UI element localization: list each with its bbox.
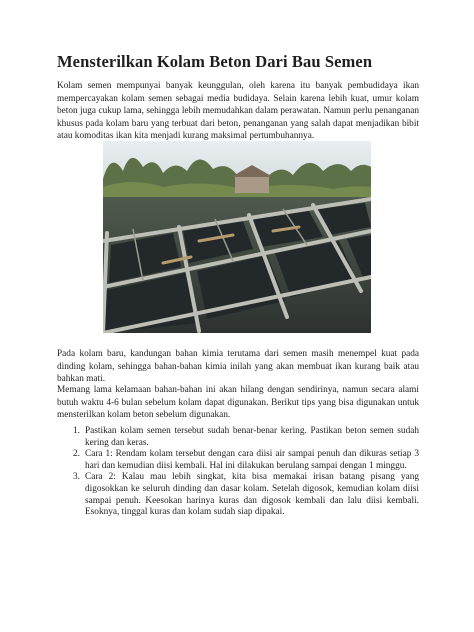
paragraph-tips-intro: Memang lama kelamaan bahan-bahan ini akan hilang dengan sendirinya, namun secara alami butuh waktu 4-6 bulan sebelum kolam dapat digunakan. Berikut tips yang bisa digunakan untuk mensterilkan kolam beton sebelum digunakan. [57,385,419,421]
list-item-text: Cara 2: Kalau mau lebih singkat, kita bisa memakai irisan batang pisang yang digosokkan ke seluruh dinding dan dasar kolam. Setelah digosok, kemudian kolam diisi sampai penuh. Keesokan harinya kuras dan digosok kembali dan lalu diisi kembali. Esoknya, tinggal kuras dan kolam sudah siap dipakai. [85,472,419,518]
list-item [57,449,419,472]
concrete-ponds-photo [103,141,371,333]
tips-list [57,426,419,519]
paragraph-chemicals: Pada kolam baru, kandungan bahan kimia terutama dari semen masih menempel kuat pada dinding kolam, sehingga bahan-bahan kimia inilah yang akan membuat ikan kurang baik atau bahkan mati. [57,349,419,385]
list-item [57,472,419,518]
page-title: Mensterilkan Kolam Beton Dari Bau Semen [57,52,373,71]
list-item-number: 1. [73,426,80,436]
list-item [57,426,419,449]
paragraph-intro: Kolam semen mempunyai banyak keunggulan, oleh karena itu banyak pembudidaya ikan mempercayakan kolam semen sebagai media budidaya. Selain karena lebih kuat, umur kolam beton juga cukup lama, sehingga lebih memudahkan dalam perawatan. Namun perlu penanganan khusus pada kolam baru yang terbuat dari beton, penanganan yang salah dapat menjadikan bibit atau komoditas ikan kita menjadi kurang maksimal pertumbuhannya. [57,81,419,142]
list-item-number: 2. [73,449,80,460]
list-item-text: Pastikan kolam semen tersebut sudah benar-benar kering. Pastikan beton semen sudah kering dan keras. [85,426,419,448]
list-item-text: Cara 1: Rendam kolam tersebut dengan cara diisi air sampai penuh dan dikuras setiap 3 hari dan kemudian diisi kembali. Hal ini dilakukan berulang sampai dengan 1 minggu. [85,449,419,471]
list-item-number: 3. [73,472,80,483]
